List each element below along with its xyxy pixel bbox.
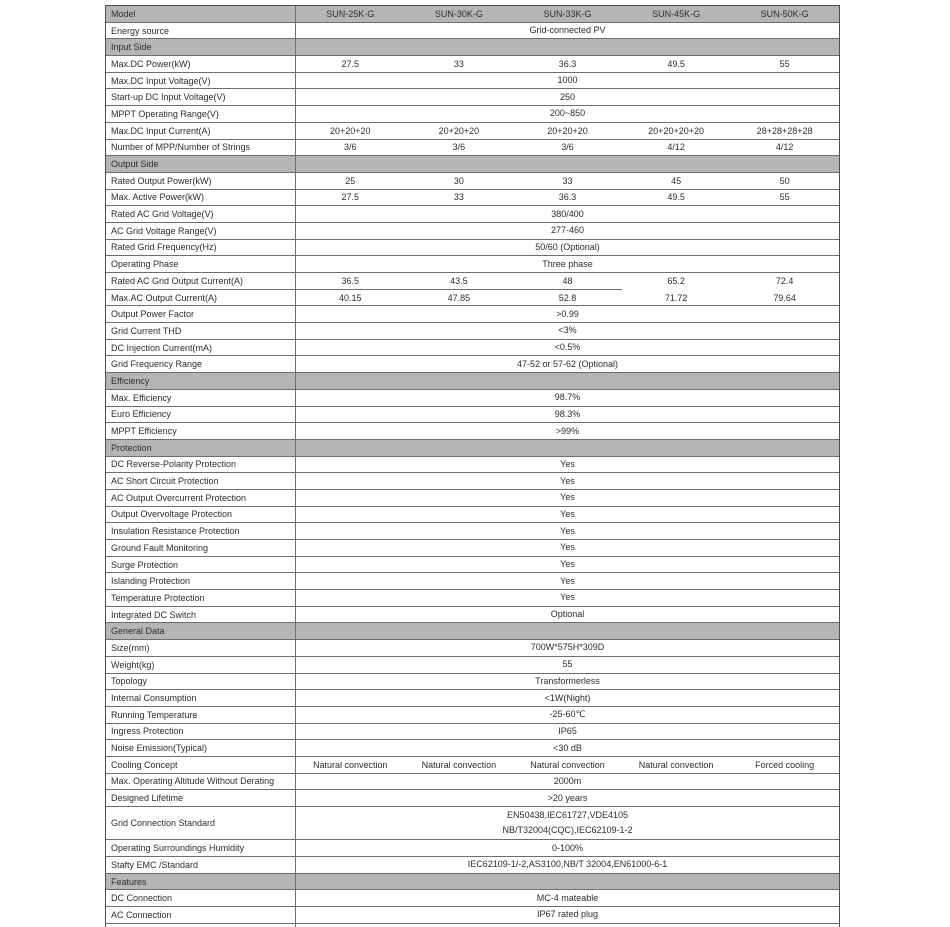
row-values: [296, 490, 839, 506]
merged-cell: [296, 657, 839, 673]
row-values: [296, 340, 839, 356]
row-label: Max.AC Output Current(A): [106, 290, 296, 306]
row-values: [296, 440, 839, 456]
merged-cell: [296, 457, 839, 473]
row-values: [296, 173, 839, 189]
merged-cell: [296, 557, 839, 573]
spec-value: 380/400: [551, 208, 584, 219]
row-label: Weight(kg): [106, 657, 296, 673]
merged-cell: [296, 73, 839, 89]
row-values: [296, 256, 839, 272]
merged-cell: [296, 640, 839, 656]
table-row: [106, 690, 839, 707]
row-values: [296, 573, 839, 589]
spec-value: EN50438,IEC61727,VDE4105: [506, 810, 629, 821]
row-values: [296, 640, 839, 656]
section-row: [106, 440, 839, 457]
spec-value: Three phase: [542, 258, 593, 269]
row-label: Islanding Protection: [106, 573, 296, 589]
merged-cell: [296, 890, 839, 906]
table-row: [106, 607, 839, 624]
row-label: Output Side: [106, 156, 296, 172]
row-label: AC Grid Voltage Range(V): [106, 223, 296, 239]
merged-cell: [296, 473, 839, 489]
spec-value: NB/T32004(CQC),IEC62109-1-2: [502, 825, 633, 836]
merged-cell: [296, 340, 839, 356]
row-values: [296, 89, 839, 105]
spec-value: Yes: [560, 508, 575, 519]
row-label: Max.DC Input Voltage(V): [106, 73, 296, 89]
spec-cell: 40.15: [339, 292, 362, 303]
row-values: [296, 807, 839, 839]
row-values: [296, 390, 839, 406]
row-values: [296, 907, 839, 923]
table-row: [106, 740, 839, 757]
spec-value: Yes: [560, 592, 575, 603]
row-label: Input Side: [106, 39, 296, 55]
table-row: [106, 590, 839, 607]
row-label: Topology: [106, 674, 296, 690]
spec-value: IEC62109-1/-2,AS3100,NB/T 32004,EN61000-6-1: [467, 859, 668, 870]
header-row: [106, 6, 839, 23]
table-row: [106, 206, 839, 223]
row-label: Temperature Protection: [106, 590, 296, 606]
model-name: SUN-33K-G: [543, 8, 592, 19]
section-row: [106, 623, 839, 640]
table-row: [106, 89, 839, 106]
merged-cell: [296, 256, 839, 272]
row-values: [296, 874, 839, 890]
spec-cell: 33: [453, 192, 464, 203]
spec-value: >20 years: [547, 792, 588, 803]
spec-cell: 28+28+28+28: [756, 125, 813, 136]
row-values: [296, 774, 839, 790]
table-row: [106, 640, 839, 657]
model-name: SUN-30K-G: [434, 8, 483, 19]
spec-value: -25-60℃: [549, 709, 586, 720]
table-row: [106, 106, 839, 123]
spec-cell: 71.72: [664, 292, 688, 303]
row-label: Max. Operating Altitude Without Derating: [106, 774, 296, 790]
spec-value: 277-460: [550, 225, 585, 236]
merged-cell: [296, 740, 839, 756]
spec-cell: 43.5: [405, 273, 514, 290]
spec-cell: 36.5: [296, 273, 405, 290]
row-label: AC Short Circuit Protection: [106, 473, 296, 489]
row-label: DC Connection: [106, 890, 296, 906]
row-values: [296, 690, 839, 706]
table-row: [106, 490, 839, 507]
row-label: Running Temperature: [106, 707, 296, 723]
spec-value: 47-52 or 57-62 (Optional): [516, 358, 619, 369]
row-label: Designed Lifetime: [106, 790, 296, 806]
table-row: [106, 23, 839, 40]
row-values: [296, 306, 839, 322]
table-row: [106, 240, 839, 257]
row-label: Start-up DC Input Voltage(V): [106, 89, 296, 105]
row-values: [296, 724, 839, 740]
table-row: [106, 757, 839, 774]
row-label: Protection: [106, 440, 296, 456]
row-values: [296, 223, 839, 239]
row-label: Max. Efficiency: [106, 390, 296, 406]
row-label: Size(mm): [106, 640, 296, 656]
spec-value: Grid-connected PV: [529, 25, 606, 36]
spec-cell: 27.5: [341, 192, 360, 203]
section-row: [106, 156, 839, 173]
table-row: [106, 674, 839, 691]
spec-cell: 36.3: [558, 58, 577, 69]
spec-value: 50/60 (Optional): [535, 241, 600, 252]
row-values: [296, 840, 839, 856]
row-values: [296, 607, 839, 623]
row-label: Euro Efficiency: [106, 407, 296, 423]
merged-cell: [296, 507, 839, 523]
spec-value: Transformerless: [535, 675, 600, 686]
merged-cell: [296, 573, 839, 589]
spec-value: 2000m: [553, 775, 582, 786]
table-row: [106, 523, 839, 540]
spec-cell: 47.85: [447, 292, 471, 303]
table-row: [106, 807, 839, 840]
row-label: Rated Grid Frequency(Hz): [106, 240, 296, 256]
table-row: [106, 507, 839, 524]
table-row: [106, 573, 839, 590]
spec-value: <3%: [558, 325, 577, 336]
merged-cell: [296, 89, 839, 105]
row-values: [296, 106, 839, 122]
spec-cell: 79.64: [773, 292, 796, 303]
spec-value: >99%: [555, 425, 580, 436]
row-label: Rated Output Power(kW): [106, 173, 296, 189]
spec-value: IP65: [558, 725, 577, 736]
spec-value: Yes: [560, 559, 575, 570]
table-row: [106, 724, 839, 741]
row-values: [296, 156, 839, 172]
table-row: [106, 256, 839, 273]
spec-cell: 33: [453, 58, 464, 69]
merged-cell: [296, 206, 839, 222]
row-values: [296, 23, 839, 39]
row-label: Grid Connection Standard: [106, 807, 296, 839]
row-values: [296, 290, 839, 306]
merged-cell: [296, 857, 839, 873]
merged-cell: [296, 407, 839, 423]
merged-cell: [296, 423, 839, 439]
row-values: [296, 757, 839, 773]
row-label: Max.DC Power(kW): [106, 56, 296, 72]
row-label: DC Reverse-Polarity Protection: [106, 457, 296, 473]
row-values: [296, 657, 839, 673]
row-label: Cooling Concept: [106, 757, 296, 773]
row-label: Max.DC Input Current(A): [106, 123, 296, 139]
table-row: [106, 190, 839, 207]
row-label: Grid Frequency Range: [106, 356, 296, 372]
table-row: [106, 840, 839, 857]
merged-cell: [296, 323, 839, 339]
spec-cell: 3/6: [561, 142, 574, 153]
row-label: Integrated DC Switch: [106, 607, 296, 623]
row-values: [296, 407, 839, 423]
table-row: [106, 323, 839, 340]
merged-cell: [296, 590, 839, 606]
spec-cell: 20+20+20: [438, 125, 480, 136]
model-name: SUN-25K-G: [326, 8, 375, 19]
row-values: [296, 423, 839, 439]
table-row: [106, 774, 839, 791]
merged-cell: [296, 223, 839, 239]
merged-cell: [296, 356, 839, 372]
spec-value: 55: [562, 659, 573, 670]
spec-cell: Forced cooling: [755, 759, 815, 770]
merged-cell: [296, 106, 839, 122]
spec-value: Yes: [560, 458, 575, 469]
table-row: [106, 407, 839, 424]
merged-cell: [296, 774, 839, 790]
spec-cell: 55: [779, 58, 790, 69]
row-values: [296, 457, 839, 473]
row-values: [296, 73, 839, 89]
row-label: AC Output Overcurrent Protection: [106, 490, 296, 506]
row-label: AC Connection: [106, 907, 296, 923]
table-row: [106, 290, 839, 307]
merged-cell: [296, 707, 839, 723]
spec-cell: 55: [779, 192, 790, 203]
merged-cell: [296, 807, 839, 839]
table-row: [106, 390, 839, 407]
spec-value: >0.99: [556, 308, 579, 319]
spec-value: Optional: [550, 609, 585, 620]
table-row: [106, 423, 839, 440]
spec-cell: 65.2: [667, 276, 685, 287]
section-row: [106, 39, 839, 56]
merged-cell: [296, 523, 839, 539]
row-values: [296, 890, 839, 906]
section-row: [106, 874, 839, 891]
spec-cell: 33: [562, 175, 573, 186]
merged-cell: [296, 690, 839, 706]
spec-value: Yes: [560, 575, 575, 586]
section-row: [106, 373, 839, 390]
row-values: [296, 557, 839, 573]
merged-cell: [296, 674, 839, 690]
row-label: Output Overvoltage Protection: [106, 507, 296, 523]
spec-cell: 27.5: [341, 58, 360, 69]
table-row: [106, 73, 839, 90]
row-label: Operating Phase: [106, 256, 296, 272]
row-label: Energy source: [106, 23, 296, 39]
table-row: [106, 707, 839, 724]
spec-cell: 4/12: [775, 142, 794, 153]
row-label: Ground Fault Monitoring: [106, 540, 296, 556]
table-row: [106, 306, 839, 323]
spec-cell: 30: [453, 175, 464, 186]
spec-cell: Natural convection: [421, 759, 497, 770]
spec-value: 98.3%: [554, 408, 581, 419]
row-label: Rated AC Grid Output Current(A): [106, 273, 296, 290]
spec-cell: 3/6: [452, 142, 466, 153]
model-name: SUN-45K-G: [652, 8, 701, 19]
row-label: Internal Consumption: [106, 690, 296, 706]
row-label: Operating Surroundings Humidity: [106, 840, 296, 856]
row-values: [296, 323, 839, 339]
table-row: [106, 907, 839, 924]
row-label: MPPT Operating Range(V): [106, 106, 296, 122]
table-row: [106, 273, 839, 290]
merged-cell: [296, 306, 839, 322]
row-label: DC Injection Current(mA): [106, 340, 296, 356]
spec-cell: 49.5: [667, 192, 685, 203]
spec-value: <1W(Night): [544, 692, 591, 703]
row-label: Insulation Resistance Protection: [106, 523, 296, 539]
spec-cell: 20+20+20: [547, 125, 588, 136]
spec-cell: 45: [671, 175, 682, 186]
spec-value: 1000: [557, 75, 578, 86]
row-label: Features: [106, 874, 296, 890]
table-row: [106, 223, 839, 240]
spec-cell: 36.3: [558, 192, 577, 203]
header-values: [296, 6, 839, 22]
spec-value: <30 dB: [553, 742, 582, 753]
spec-value: 250: [559, 91, 576, 102]
spec-cell: 49.5: [667, 58, 685, 69]
spec-value: 0-100%: [551, 842, 584, 853]
row-values: [296, 707, 839, 723]
row-values: [296, 674, 839, 690]
row-values: [296, 56, 839, 72]
spec-cell: Natural convection: [530, 759, 605, 770]
spec-value: <0.5%: [554, 342, 581, 353]
row-label: General Data: [106, 623, 296, 639]
spec-cell: 3/6: [344, 142, 357, 153]
merged-cell: [296, 490, 839, 506]
spec-value: 98.7%: [554, 392, 581, 403]
row-label: Max. Active Power(kW): [106, 190, 296, 206]
merged-cell: [296, 540, 839, 556]
spec-value: IP67 rated plug: [536, 909, 599, 920]
table-row: [106, 173, 839, 190]
row-values: [296, 790, 839, 806]
row-values: [296, 123, 839, 139]
row-label: MPPT Efficiency: [106, 423, 296, 439]
table-row: [106, 557, 839, 574]
table-row: [106, 657, 839, 674]
row-values: [296, 857, 839, 873]
merged-cell: [296, 23, 839, 39]
row-values: [296, 523, 839, 539]
row-values: [296, 273, 839, 290]
row-values: [296, 140, 839, 156]
merged-cell: [296, 790, 839, 806]
table-row: [106, 457, 839, 474]
row-values: [296, 507, 839, 523]
table-row: [106, 123, 839, 140]
row-values: [296, 540, 839, 556]
row-label: Output Power Factor: [106, 306, 296, 322]
row-values: [296, 206, 839, 222]
merged-cell: [296, 907, 839, 923]
table-row: [106, 140, 839, 157]
spec-table: [105, 5, 840, 927]
spec-cell: Natural convection: [638, 759, 714, 770]
row-label: Number of MPP/Number of Strings: [106, 140, 296, 156]
row-values: [296, 623, 839, 639]
spec-cell: 20+20+20: [330, 125, 371, 136]
spec-value: Yes: [560, 542, 575, 553]
spec-value: Yes: [560, 475, 575, 486]
row-values: [296, 590, 839, 606]
row-label: Grid Current THD: [106, 323, 296, 339]
table-row: [106, 890, 839, 907]
spec-cell: 4/12: [667, 142, 685, 153]
spec-cell: 48: [513, 273, 622, 290]
model-column-header: Model: [106, 6, 296, 22]
merged-cell: [296, 724, 839, 740]
row-values: [296, 740, 839, 756]
spec-cell: 25: [345, 175, 356, 186]
row-label: Efficiency: [106, 373, 296, 389]
row-values: [296, 373, 839, 389]
spec-value: 200~850: [549, 108, 586, 119]
table-row: [106, 340, 839, 357]
spec-cell: 52.8: [558, 292, 577, 303]
row-values: [296, 240, 839, 256]
table-row: [106, 56, 839, 73]
spec-value: 700W*575H*309D: [530, 642, 605, 653]
spec-cell: Natural convection: [313, 759, 388, 770]
spec-cell: 20+20+20+20: [648, 125, 704, 136]
spec-cell: 72.4: [775, 276, 794, 287]
model-name: SUN-50K-G: [760, 8, 809, 19]
spec-value: Yes: [560, 525, 575, 536]
table-row: [106, 540, 839, 557]
row-values: [296, 473, 839, 489]
row-label: Ingress Protection: [106, 724, 296, 740]
table-row: [106, 473, 839, 490]
table-row: [106, 790, 839, 807]
row-values: [296, 356, 839, 372]
table-row: [106, 356, 839, 373]
row-label: Rated AC Grid Voltage(V): [106, 206, 296, 222]
table-row: [106, 857, 839, 874]
row-values: [296, 39, 839, 55]
row-label: Stafty EMC /Standard: [106, 857, 296, 873]
merged-cell: [296, 840, 839, 856]
spec-cell: 50: [779, 175, 790, 186]
merged-cell: [296, 390, 839, 406]
merged-cell: [296, 607, 839, 623]
row-label: Surge Protection: [106, 557, 296, 573]
spec-value: MC-4 mateable: [536, 892, 599, 903]
spec-value: Yes: [560, 492, 575, 503]
row-values: [296, 190, 839, 206]
row-label: Noise Emission(Typical): [106, 740, 296, 756]
merged-cell: [296, 240, 839, 256]
